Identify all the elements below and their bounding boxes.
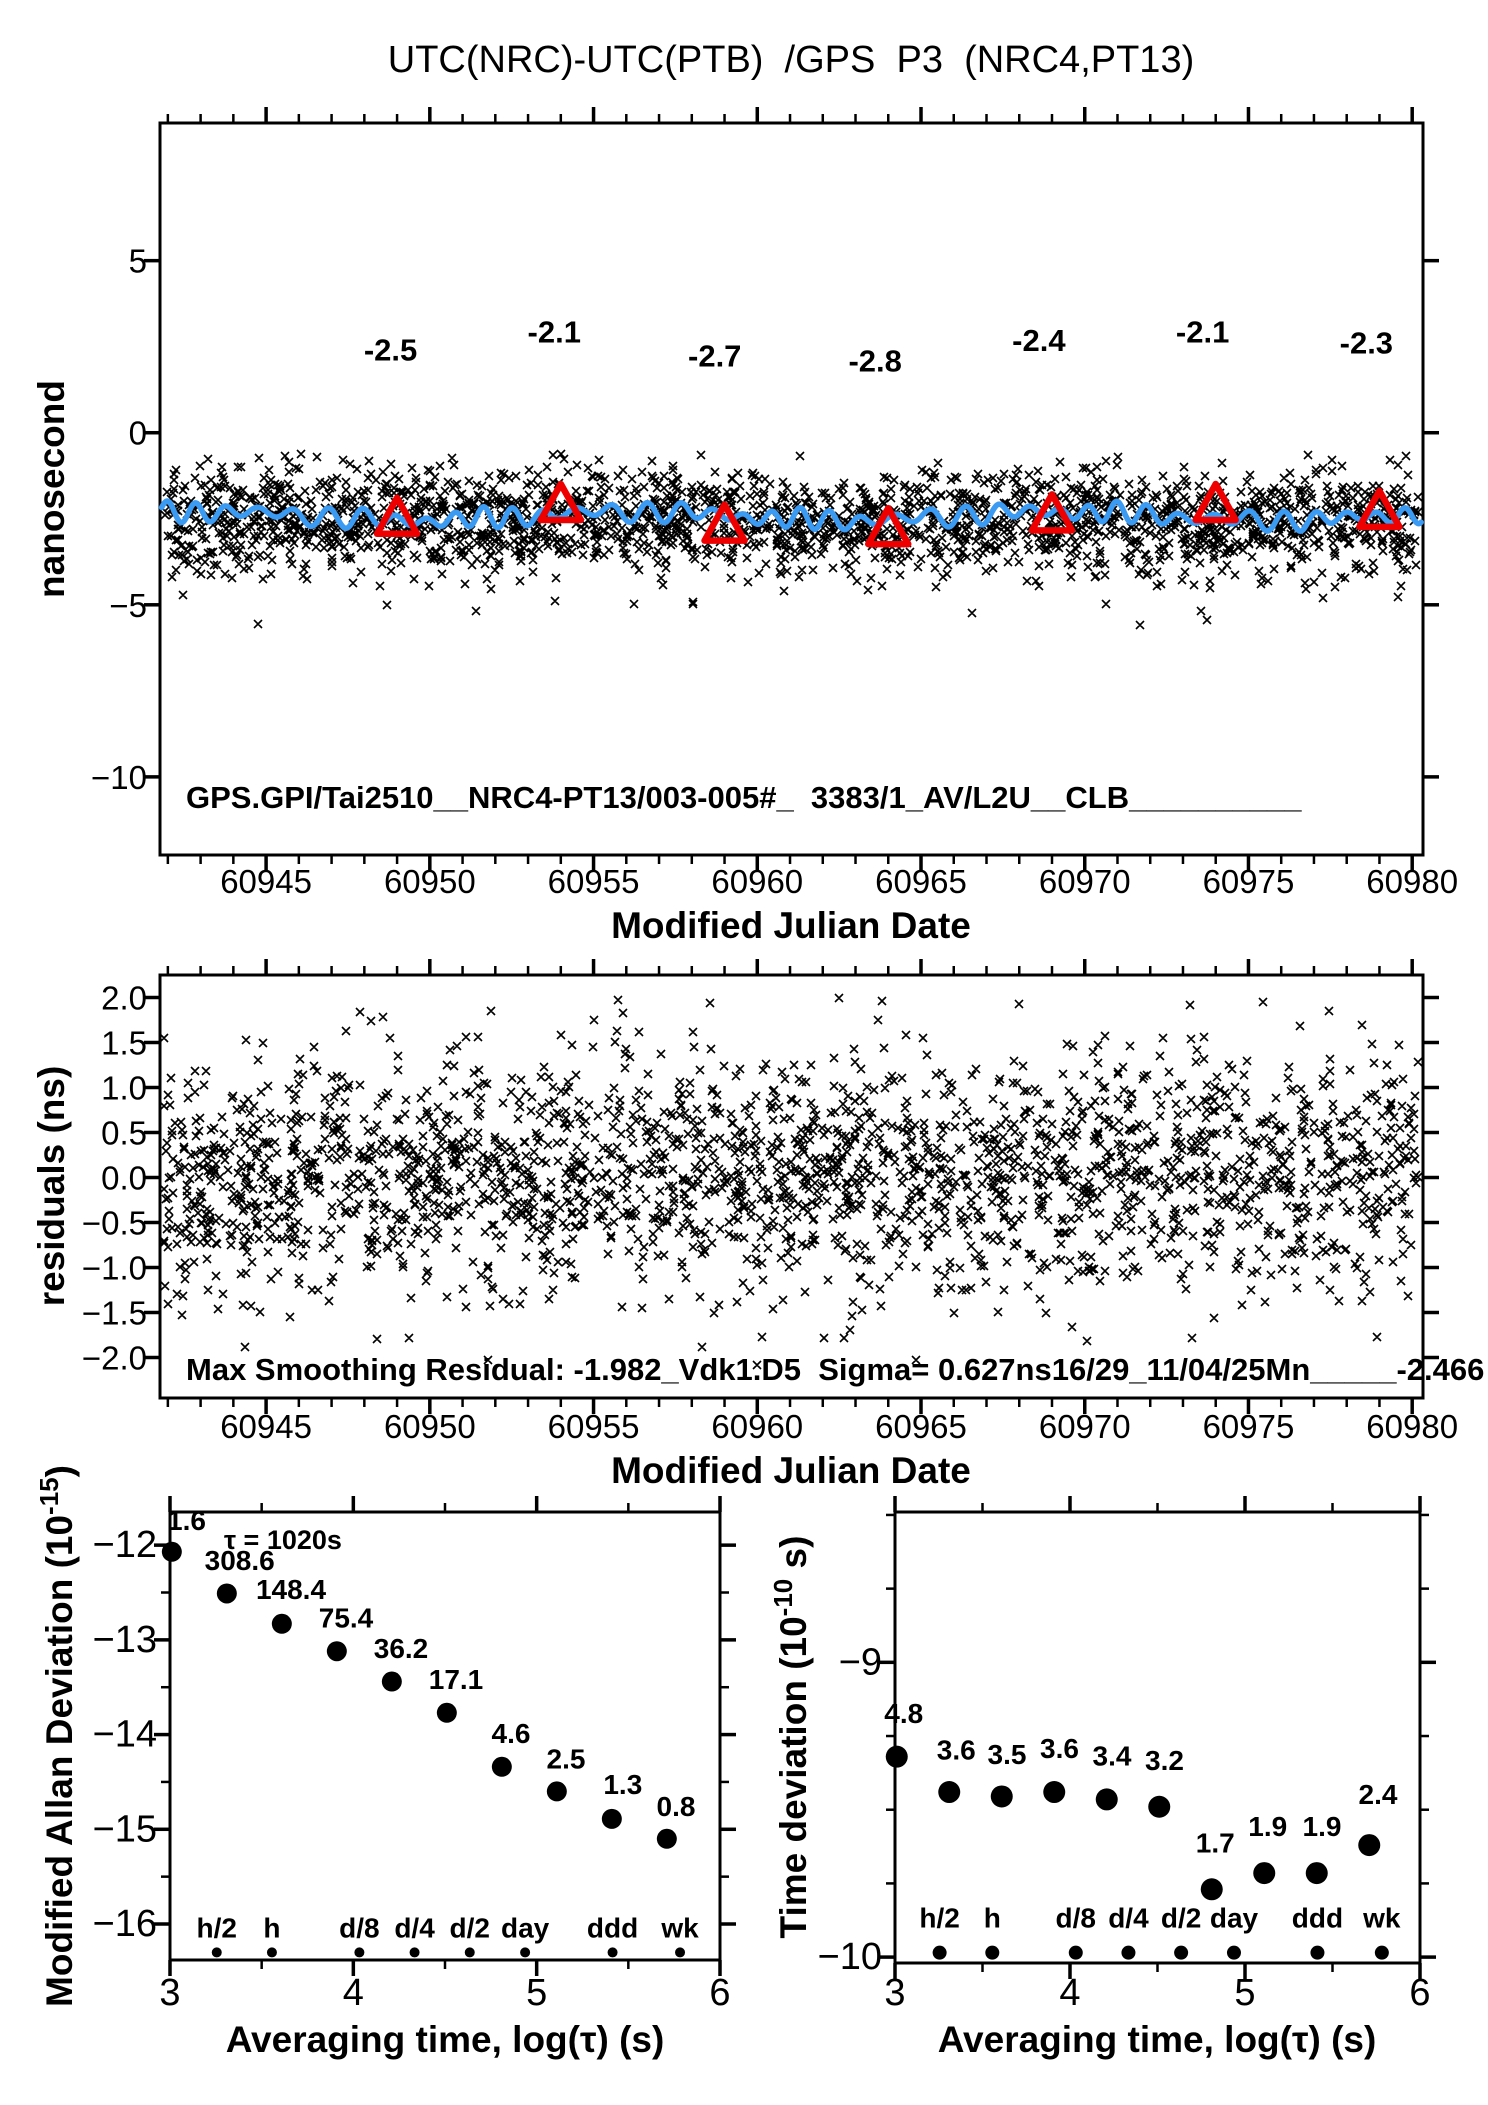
deviation-value-label: 1.3 xyxy=(603,1769,643,1801)
y-tick-label: −10 xyxy=(91,758,147,796)
tau-marker-dot xyxy=(1375,1946,1389,1960)
x-tick-label: 60970 xyxy=(1038,1408,1131,1445)
y-tick-label: −14 xyxy=(92,1713,157,1756)
deviation-value-label: 4.6 xyxy=(491,1718,531,1750)
x-tick-label: 60945 xyxy=(220,1408,312,1445)
tau-marker-dot xyxy=(985,1946,999,1960)
deviation-point xyxy=(938,1781,960,1803)
deviation-point xyxy=(1253,1862,1275,1884)
x-tick-label: 60980 xyxy=(1366,863,1459,900)
x-tick-label: 3 xyxy=(884,1972,906,2014)
y-tick-label: −0.5 xyxy=(81,1204,147,1242)
deviation-value-label: 1.9 xyxy=(1248,1811,1288,1843)
x-tick-label: 60945 xyxy=(220,863,312,900)
tau-marker-dot xyxy=(1310,1946,1324,1960)
x-tick-label: 60960 xyxy=(711,1408,804,1445)
tdev-y-axis-title: Time deviation ($10^{-10}$ s) xyxy=(768,1535,814,1939)
tau-marker-dot xyxy=(410,1947,420,1957)
deviation-value-label: 75.4 xyxy=(318,1602,374,1634)
y-tick-label: −5 xyxy=(109,586,147,624)
deviation-value-label: 2.4 xyxy=(1358,1778,1398,1810)
y-tick-label: 0 xyxy=(128,414,147,452)
tau-marker-label: wk xyxy=(661,1912,699,1944)
tau-marker-label: h/2 xyxy=(196,1912,237,1944)
tau-marker-label: d/4 xyxy=(394,1912,435,1944)
top-y-axis-title: nanosecond xyxy=(31,380,72,598)
y-tick-label: −12 xyxy=(92,1524,157,1567)
tau-marker-label: ddd xyxy=(1291,1902,1344,1934)
x-tick-label: 60975 xyxy=(1202,1408,1295,1445)
x-tick-label: 6 xyxy=(709,1972,731,2014)
deviation-point xyxy=(547,1781,567,1801)
chart-title: UTC(NRC)-UTC(PTB) /GPS P3 (NRC4,PT13) xyxy=(387,39,1195,81)
y-tick-label: −15 xyxy=(92,1808,157,1851)
tau-marker-dot xyxy=(212,1947,222,1957)
deviation-point xyxy=(1096,1788,1118,1810)
x-tick-label: 3 xyxy=(159,1972,181,2014)
tau-marker-label: ddd xyxy=(586,1912,639,1944)
x-tick-label: 60950 xyxy=(383,863,476,900)
x-tick-label: 60965 xyxy=(875,1408,967,1445)
y-tick-label: −1.0 xyxy=(81,1249,147,1287)
tau-marker-label: wk xyxy=(1363,1902,1401,1934)
tau-marker-dot xyxy=(465,1947,475,1957)
deviation-point xyxy=(1306,1862,1328,1884)
deviation-point xyxy=(162,1542,182,1562)
deviation-value-label: 17.1 xyxy=(428,1664,484,1696)
deviation-point xyxy=(1043,1781,1065,1803)
deviation-value-label: 308.6 xyxy=(204,1544,275,1576)
x-tick-label: 60965 xyxy=(875,863,967,900)
x-tick-label: 4 xyxy=(342,1972,364,2014)
mdev-y-axis-title: Modified Allan Deviation $(10^{-15})$ xyxy=(34,1465,80,2007)
tau-marker-dot xyxy=(520,1947,530,1957)
x-tick-label: 60955 xyxy=(547,1408,640,1445)
y-tick-label: −13 xyxy=(92,1618,157,1661)
tau-marker-label: day xyxy=(1209,1902,1259,1934)
x-tick-label: 6 xyxy=(1409,1972,1431,2014)
deviation-point xyxy=(492,1757,512,1777)
tau-marker-dot xyxy=(675,1947,685,1957)
tau-marker-label: d/2 xyxy=(449,1912,490,1944)
x-tick-label: 4 xyxy=(1059,1972,1081,2014)
deviation-point xyxy=(217,1583,237,1603)
red-value-label: -2.8 xyxy=(848,343,902,379)
mdev-panel xyxy=(93,1496,736,2014)
deviation-value-label: 36.2 xyxy=(373,1632,429,1664)
deviation-point xyxy=(1148,1796,1170,1818)
deviation-point xyxy=(1201,1878,1223,1900)
x-tick-label: 60980 xyxy=(1366,1408,1459,1445)
deviation-value-label: 148.4 xyxy=(255,1574,327,1606)
deviation-point xyxy=(1358,1834,1380,1856)
x-tick-label: 60960 xyxy=(711,863,804,900)
deviation-value-label: 4.8 xyxy=(884,1697,924,1729)
deviation-value-label: 3.4 xyxy=(1092,1740,1132,1772)
tau-marker-label: day xyxy=(500,1912,550,1944)
red-value-label: -2.4 xyxy=(1012,322,1066,358)
tau-marker-label: d/8 xyxy=(1055,1902,1097,1934)
deviation-point xyxy=(991,1785,1013,1807)
mdev-x-axis-title: Averaging time, log(τ) (s) xyxy=(225,2019,665,2060)
tdev-panel xyxy=(818,1496,1436,2014)
deviation-point xyxy=(437,1703,457,1723)
y-tick-label: −16 xyxy=(92,1903,157,1946)
top-x-axis-title: Modified Julian Date xyxy=(611,905,971,946)
residuals-x-axis-title: Modified Julian Date xyxy=(611,1450,971,1491)
deviation-value-label: 3.5 xyxy=(987,1739,1027,1771)
tau-marker-label: h/2 xyxy=(919,1902,960,1934)
y-tick-label: −2.0 xyxy=(81,1339,147,1377)
tdev-x-axis-title: Averaging time, log(τ) (s) xyxy=(937,2019,1377,2060)
residuals-stats-annotation: Max Smoothing Residual: -1.982_Vdk1.D5 Sigma= 0.627ns16/29_11/04/25Mn_____-2.466 xyxy=(186,1352,1485,1387)
deviation-point xyxy=(886,1746,908,1768)
deviation-point xyxy=(272,1614,292,1634)
tau-marker-label: h xyxy=(983,1902,1001,1934)
axes xyxy=(144,959,1439,1414)
deviation-value-label: 3.6 xyxy=(936,1734,976,1766)
deviation-value-label: 1.9 xyxy=(1302,1811,1342,1843)
y-tick-label: −1.5 xyxy=(81,1294,147,1332)
deviation-point xyxy=(382,1672,402,1692)
deviation-point xyxy=(602,1809,622,1829)
red-value-label: -2.1 xyxy=(1175,314,1230,350)
y-tick-label: −9 xyxy=(838,1641,882,1684)
top-panel-footer-annotation: GPS.GPI/Tai2510__NRC4-PT13/003-005#_ 3383/1_AV/L2U__CLB__________ xyxy=(186,780,1302,815)
y-tick-label: −10 xyxy=(817,1936,882,1979)
deviation-point xyxy=(657,1829,677,1849)
x-tick-label: 5 xyxy=(526,1972,548,2014)
tau-annotation: τ = 1020s xyxy=(224,1525,342,1555)
red-value-label: -2.5 xyxy=(363,332,418,368)
y-tick-label: 0.5 xyxy=(101,1114,147,1152)
deviation-value-label: 2.5 xyxy=(546,1743,586,1775)
tau-marker-dot xyxy=(267,1947,277,1957)
y-tick-label: 5 xyxy=(128,242,147,280)
tau-marker-dot xyxy=(1069,1946,1083,1960)
tau-marker-dot xyxy=(1227,1946,1241,1960)
y-tick-label: 1.5 xyxy=(101,1024,147,1062)
y-tick-label: 1.0 xyxy=(101,1069,147,1107)
tau-marker-label: d/2 xyxy=(1160,1902,1202,1934)
x-tick-label: 60970 xyxy=(1038,863,1131,900)
deviation-value-label: 3.6 xyxy=(1040,1733,1079,1765)
tau-marker-dot xyxy=(354,1947,364,1957)
x-tick-label: 60955 xyxy=(547,863,640,900)
red-value-label: -2.3 xyxy=(1339,325,1394,361)
tau-marker-dot xyxy=(933,1946,947,1960)
red-value-label: -2.1 xyxy=(527,314,581,350)
x-tick-label: 60975 xyxy=(1202,863,1295,900)
deviation-value-label: 1.7 xyxy=(1195,1827,1235,1859)
red-value-label: -2.7 xyxy=(688,338,742,374)
tau-marker-dot xyxy=(608,1947,618,1957)
scatter-x-marks xyxy=(160,994,1422,1369)
y-tick-label: 2.0 xyxy=(101,979,147,1017)
residuals-y-axis-title: residuals (ns) xyxy=(31,1065,72,1307)
tau-marker-label: h xyxy=(263,1912,281,1944)
scatter-x-marks xyxy=(161,450,1422,629)
deviation-value-label: 1.6 xyxy=(167,1504,206,1536)
x-tick-label: 5 xyxy=(1234,1972,1256,2014)
tau-marker-label: d/4 xyxy=(1108,1902,1149,1934)
x-tick-label: 60950 xyxy=(383,1408,476,1445)
tau-marker-dot xyxy=(1121,1946,1135,1960)
deviation-value-label: 0.8 xyxy=(656,1791,696,1823)
deviation-value-label: 3.2 xyxy=(1145,1744,1184,1776)
y-tick-label: 0.0 xyxy=(101,1159,147,1197)
tau-marker-dot xyxy=(1174,1946,1188,1960)
deviation-point xyxy=(327,1641,347,1661)
tau-marker-label: d/8 xyxy=(339,1912,380,1944)
